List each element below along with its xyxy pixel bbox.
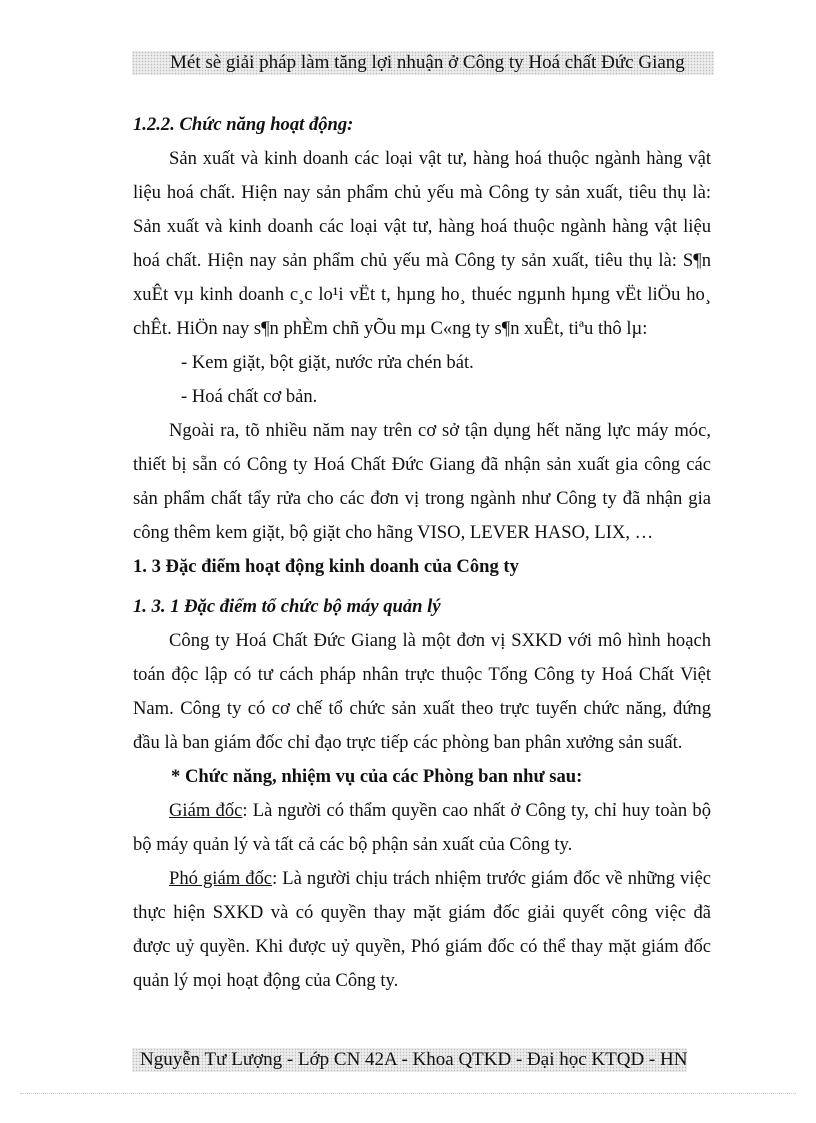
document-body: [133, 108, 711, 998]
paragraph-functions: Sản xuất và kinh doanh các loại vật tư, hàng hoá thuộc ngành hàng vật liệu hoá chất. Hiện nay sản phẩm chủ yếu mà Công ty sản xuất, tiêu thụ là: Sản xuất và kinh doanh các loại vật tư, hàng hoá thuộc ngành hàng vật liệu hoá chất. Hiện nay sản phẩm chủ yếu mà Công ty sản xuất, tiêu thụ là: S¶n xuÊt vµ kinh doanh c¸c lo¹i vËt t, hµng ho¸ thuéc ngµnh hµng vËt liÖu ho¸ chÊt. HiÖn nay s¶n phÈm chñ yÕu mµ C«ng ty s¶n xuÊt, tiªu thô lµ:: [133, 148, 711, 339]
paragraph-deputy-director: [133, 862, 711, 998]
deputy-label: Phó giám đốc: [169, 868, 273, 889]
deputy-text: : Là người chịu trách nhiệm trước giám đốc về những việc thực hiện SXKD và có quyền thay mặt giám đốc giải quyết công việc đã được uỷ quyền. Khi được uỷ quyền, Phó giám đốc có thể thay mặt giám đốc quản lý mọi hoạt động của Công ty.: [133, 868, 711, 991]
section-heading-1-2-2: 1.2.2. Chức năng hoạt động:: [133, 114, 354, 135]
director-label: Giám đốc: [169, 800, 243, 821]
paragraph-organization: Công ty Hoá Chất Đức Giang là một đơn vị SXKD với mô hình hoạch toán độc lập có tư cách pháp nhân trực thuộc Tổng Công ty Hoá Chất Việt Nam. Công ty có cơ chế tổ chức sản xuất theo trực tuyến chức năng, đứng đầu là ban giám đốc chỉ đạo trực tiếp các phòng ban phân xưởng sản suất.: [133, 630, 711, 753]
list-item-basic-chemicals: - Hoá chất cơ bản.: [181, 386, 318, 407]
section-heading-1-3-1: 1. 3. 1 Đặc điểm tổ chức bộ máy quản lý: [133, 596, 441, 617]
paragraph-outsourcing: Ngoài ra, tõ nhiều năm nay trên cơ sở tận dụng hết năng lực máy móc, thiết bị sẵn có Công ty Hoá Chất Đức Giang đã nhận sản xuất gia công các sản phẩm chất tẩy rửa cho các đơn vị trong ngành như Công ty đã nhận gia công thêm kem giặt, bộ giặt cho hãng VISO, LEVER HASO, LIX, …: [133, 420, 711, 543]
functions-heading: * Chức năng, nhiệm vụ của các Phòng ban như sau:: [171, 766, 583, 787]
paragraph-director: [133, 794, 711, 862]
director-text: : Là người có thẩm quyền cao nhất ở Công ty, chỉ huy toàn bộ bộ máy quản lý và tất cả các bộ phận sản xuất của Công ty.: [133, 800, 711, 855]
list-item-detergent: - Kem giặt, bột giặt, nước rửa chén bát.: [181, 352, 474, 373]
page-footer: Nguyễn Tư Lượng - Lớp CN 42A - Khoa QTKD - Đại học KTQD - HN: [140, 1049, 688, 1070]
section-heading-1-3: 1. 3 Đặc điểm hoạt động kinh doanh của Công ty: [133, 556, 519, 577]
page-bottom-divider: [20, 1093, 796, 1094]
page-header: Mét sè giải pháp làm tăng lợi nhuận ở Công ty Hoá chất Đức Giang: [170, 52, 685, 73]
